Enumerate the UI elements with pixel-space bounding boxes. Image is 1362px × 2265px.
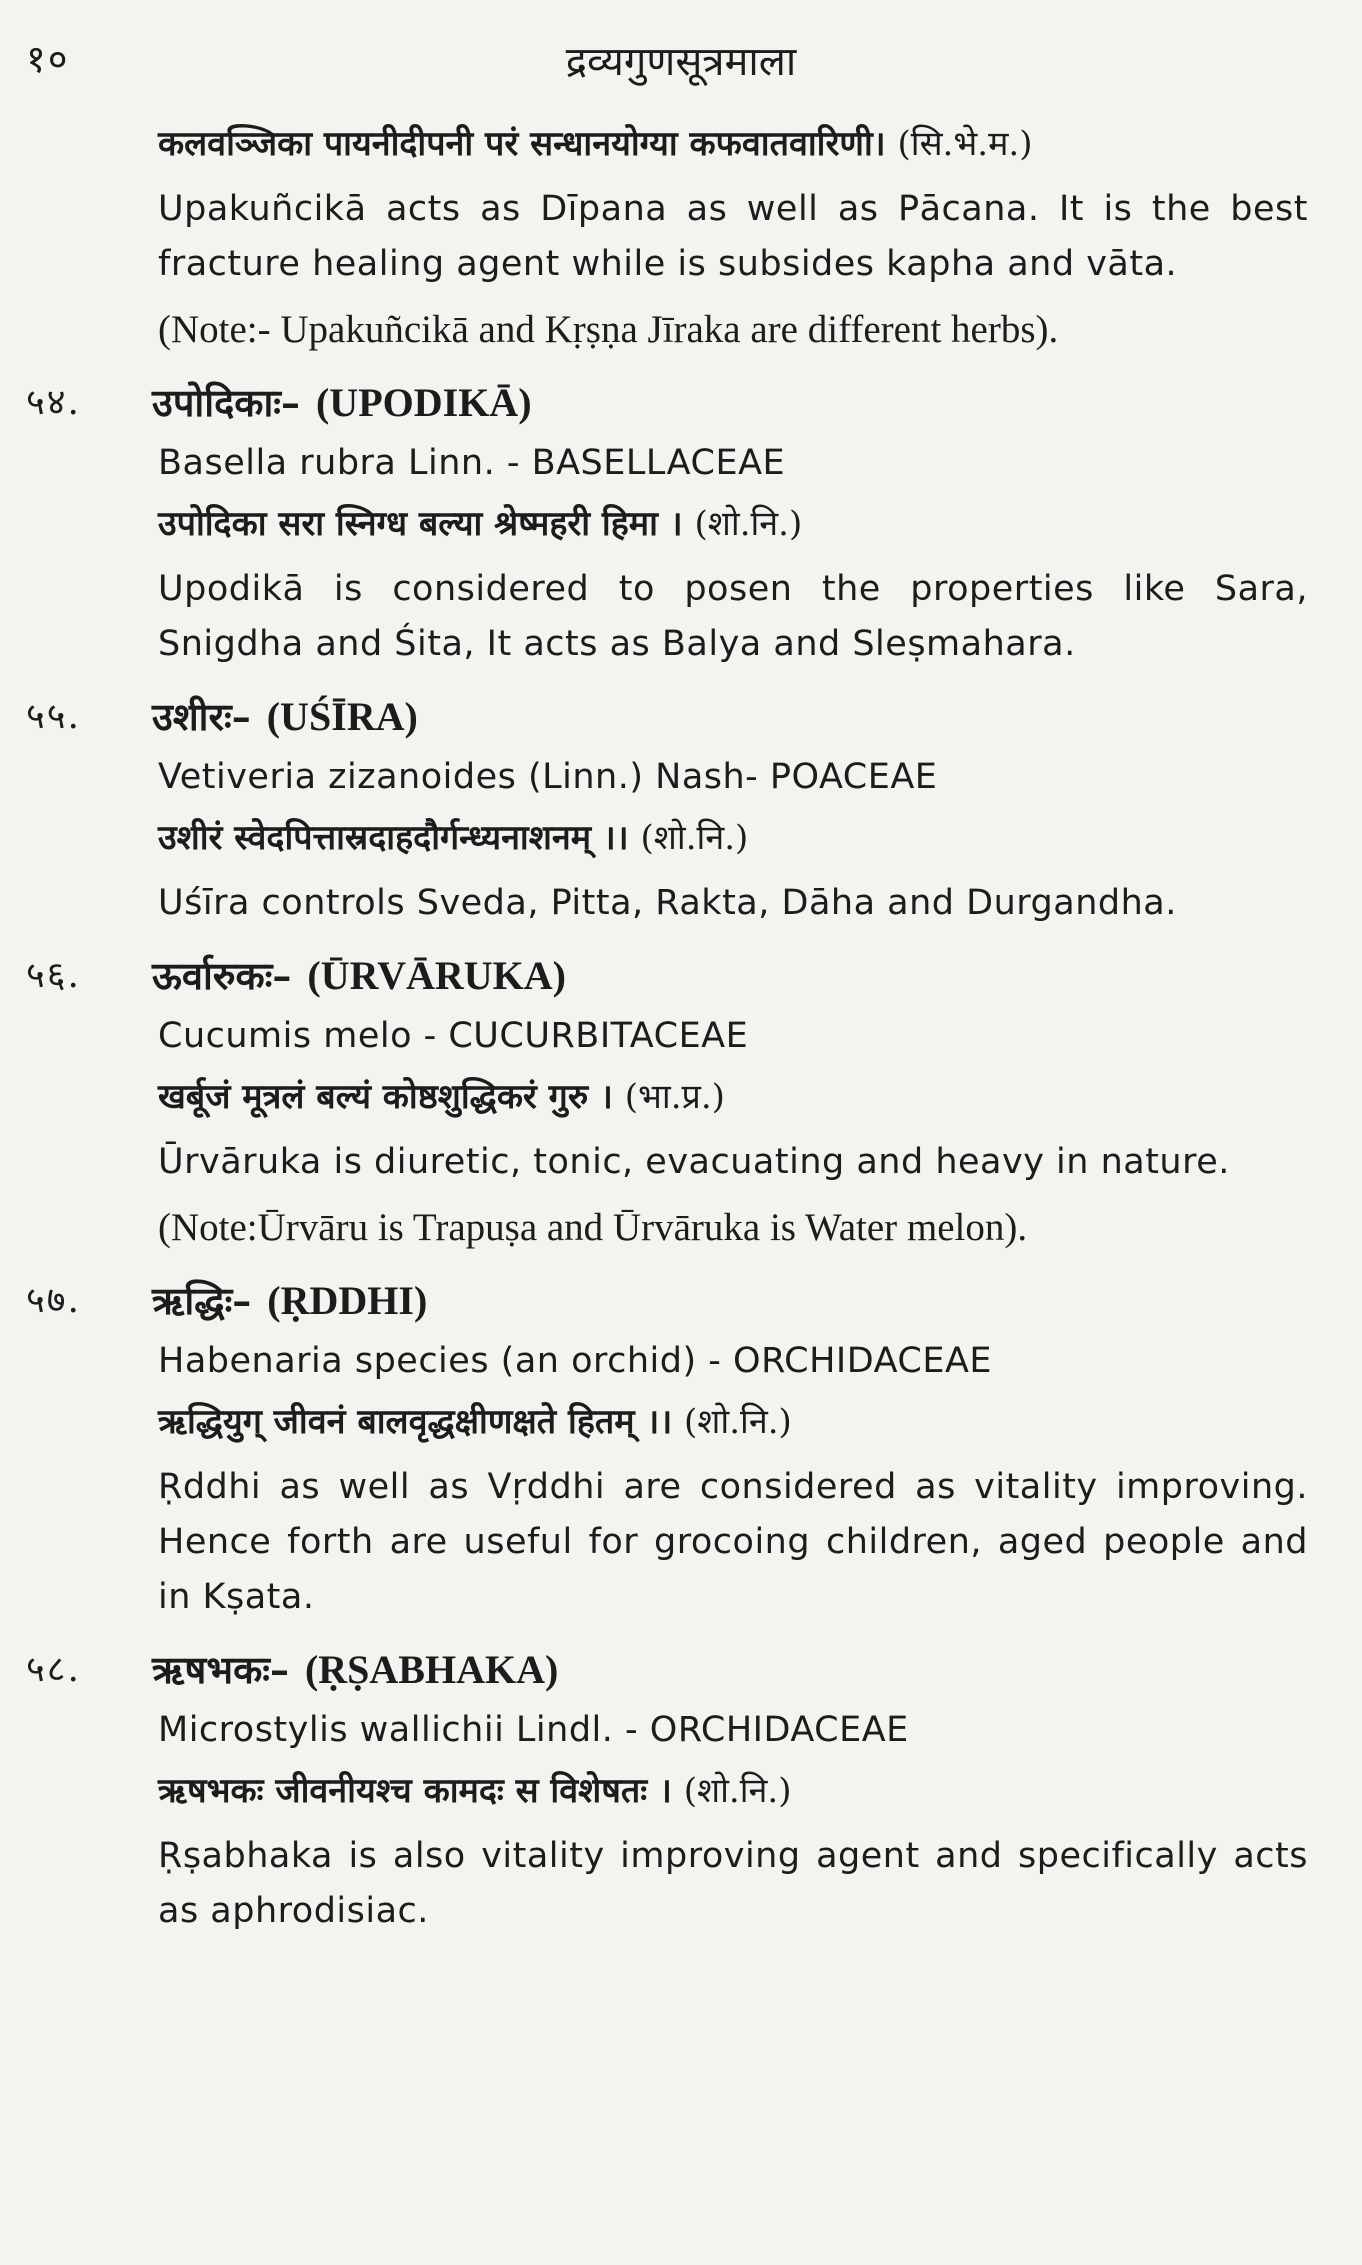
entry-number: ५४.: [26, 382, 81, 423]
entry-number: ५६.: [26, 955, 81, 996]
page-content: [0, 112, 1362, 1949]
herb-entry: [0, 1641, 1362, 1939]
intro-section: [158, 118, 1308, 358]
english-description: Uśīra controls Sveda, Pitta, Rakta, Dāha and Durgandha.: [158, 883, 1177, 923]
entry-roman-name: (ŪRVĀRUKA): [307, 953, 566, 998]
entry-number: ५५.: [26, 696, 81, 737]
verse-source: (शो.नि.): [684, 1402, 792, 1442]
entry-body: [158, 1009, 1308, 1256]
entry-title: [152, 1272, 427, 1330]
verse-text: उपोदिका सरा स्निग्ध बल्या श्रेष्महरी हिमा ।: [158, 504, 683, 544]
entry-body: [158, 1334, 1308, 1625]
verse-source: (शो.नि.): [683, 1771, 792, 1811]
entry-heading: [0, 947, 1362, 1005]
entry-roman-name: (ṚDDHI): [267, 1278, 428, 1323]
english-description: Ūrvāruka is diuretic, tonic, evacuating and heavy in nature.: [158, 1142, 1230, 1182]
entry-sanskrit-name: ऋषभकः–: [152, 1647, 289, 1692]
entry-heading: [0, 688, 1362, 746]
english-description: Ṛṣabhaka is also vitality improving agent and specifically acts as aphrodisiac.: [158, 1836, 1308, 1931]
verse-text: ऋषभकः जीवनीयश्च कामदः स विशेषतः ।: [158, 1771, 672, 1811]
entry-title: [152, 374, 532, 432]
intro-note: (Note:- Upakuñcikā and Kṛṣṇa Jīraka are different herbs).: [158, 308, 1059, 351]
entry-heading: [0, 374, 1362, 432]
sanskrit-verse: [158, 1396, 1308, 1448]
verse-source: (शो.नि.): [694, 504, 803, 544]
verse-source: (सि.भे.म.): [897, 124, 1033, 164]
page-number: १०: [26, 37, 70, 81]
entry-title: [152, 947, 566, 1005]
sanskrit-verse: [158, 1765, 1308, 1817]
herb-entry: [0, 374, 1362, 672]
page-header: [0, 32, 1362, 92]
entry-sanskrit-name: ऊर्वारुकः–: [152, 953, 292, 998]
verse-text: ऋद्धियुग् जीवनं बालवृद्धक्षीणक्षते हितम् ।।: [158, 1402, 673, 1442]
entry-sanskrit-name: उशीरः–: [152, 694, 251, 739]
herb-entry: [0, 688, 1362, 931]
botanical-name: Basella rubra Linn. - BASELLACEAE: [158, 443, 786, 483]
entry-heading: [0, 1641, 1362, 1699]
entry-number: ५८.: [26, 1649, 81, 1690]
entry-sanskrit-name: उपोदिकाः–: [152, 380, 300, 425]
verse-text: उशीरं स्वेदपित्तास्रदाहदौर्गन्ध्यनाशनम् ।।: [158, 818, 629, 858]
entry-body: [158, 436, 1308, 672]
verse-text: कलवञ्जिका पायनीदीपनी परं सन्धानयोग्या कफवातवारिणी।: [158, 124, 886, 164]
english-description: Ṛddhi as well as Vṛddhi are considered as vitality improving. Hence forth are useful for grocoing children, aged people and in Kṣata.: [158, 1467, 1308, 1617]
verse-source: (भा.प्र.): [624, 1077, 725, 1117]
intro-english-text: Upakuñcikā acts as Dīpana as well as Pācana. It is the best fracture healing agent while is subsides kapha and vāta.: [158, 189, 1308, 284]
sanskrit-verse: [158, 498, 1308, 550]
entry-title: [152, 688, 418, 746]
botanical-name: Cucumis melo - CUCURBITACEAE: [158, 1016, 749, 1056]
herb-entry: [0, 1272, 1362, 1625]
verse-text: खर्बूजं मूत्रलं बल्यं कोष्ठशुद्धिकरं गुरु ।: [158, 1077, 613, 1117]
entry-heading: [0, 1272, 1362, 1330]
entry-body: [158, 750, 1308, 931]
intro-sanskrit-verse: [158, 118, 1308, 170]
herb-entry: [0, 947, 1362, 1256]
entry-body: [158, 1703, 1308, 1939]
running-title: द्रव्यगुणसूत्रमाला: [565, 39, 797, 85]
entry-roman-name: (UPODIKĀ): [315, 380, 532, 425]
verse-source: (शो.नि.): [640, 818, 749, 858]
entry-note: (Note:Ūrvāru is Trapuṣa and Ūrvāruka is Water melon).: [158, 1206, 1028, 1249]
botanical-name: Microstylis wallichii Lindl. - ORCHIDACEAE: [158, 1710, 909, 1750]
entry-number: ५७.: [26, 1280, 81, 1321]
entry-list: [0, 374, 1362, 1939]
botanical-name: Vetiveria zizanoides (Linn.) Nash- POACEAE: [158, 757, 938, 797]
entry-roman-name: (ṚṢABHAKA): [304, 1647, 559, 1692]
entry-sanskrit-name: ऋद्धिः–: [152, 1278, 252, 1323]
entry-title: [152, 1641, 558, 1699]
botanical-name: Habenaria species (an orchid) - ORCHIDACEAE: [158, 1341, 993, 1381]
english-description: Upodikā is considered to posen the properties like Sara, Snigdha and Śita, It acts as Balya and Sleṣmahara.: [158, 569, 1308, 664]
sanskrit-verse: [158, 812, 1308, 864]
entry-roman-name: (UŚĪRA): [266, 694, 418, 739]
sanskrit-verse: [158, 1071, 1308, 1123]
